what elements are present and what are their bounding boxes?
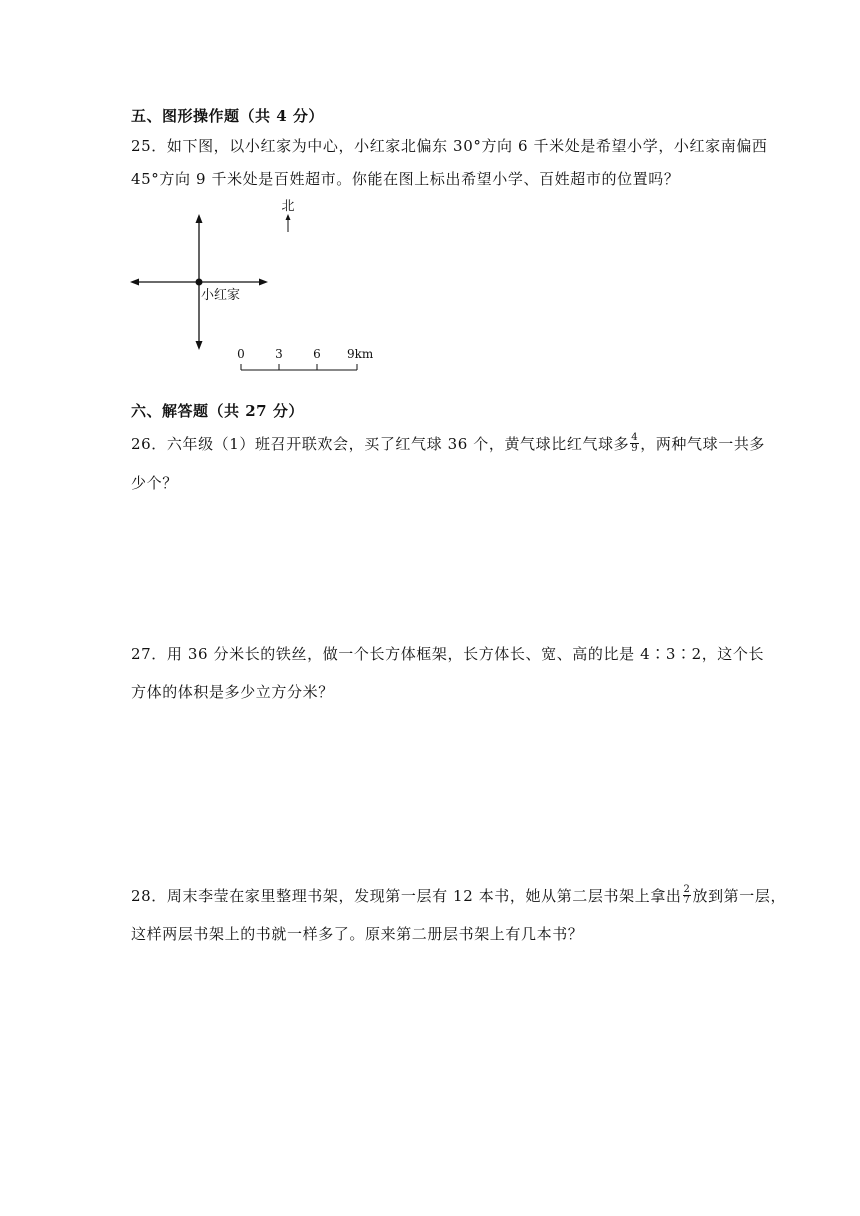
fraction-denominator: 9 xyxy=(631,442,639,454)
scale-tick-label-6: 6 xyxy=(313,347,321,361)
scale-tick-label-3: 3 xyxy=(275,347,283,361)
fraction-two-sevenths xyxy=(683,885,692,906)
axis-arrow-left xyxy=(130,279,139,286)
axis-arrow-right xyxy=(259,279,268,286)
axis-arrow-up xyxy=(196,214,203,223)
north-label: 北 xyxy=(281,199,295,214)
axis-arrow-down xyxy=(196,341,203,350)
question-26-text-before: 26．六年级（1）班召开联欢会，买了红气球 36 个，黄气球比红气球多 xyxy=(131,435,630,453)
center-label: 小红家 xyxy=(201,288,241,303)
question-28-text-before: 28．周末李莹在家里整理书架，发现第一层有 12 本书，她从第二层书架上拿出 xyxy=(131,887,682,905)
section-six-title: 六、解答题（共 27 分） xyxy=(131,402,304,420)
north-arrow-head xyxy=(286,214,291,220)
question-26-text-after: ，两种气球一共多 xyxy=(640,435,766,453)
question-25-line-1: 25．如下图，以小红家为中心，小红家北偏东 30°方向 6 千米处是希望小学，小红家南偏西 xyxy=(131,137,768,155)
question-27-line-1: 27．用 36 分米长的铁丝，做一个长方体框架，长方体长、宽、高的比是 4∶3∶2，这个长 xyxy=(131,645,765,663)
question-25-line-2: 45°方向 9 千米处是百姓超市。你能在图上标出希望小学、百姓超市的位置吗？ xyxy=(131,170,680,188)
question-26-line-1 xyxy=(131,433,765,456)
scale-tick-label-9km: 9km xyxy=(347,347,374,361)
fraction-numerator: 4 xyxy=(631,431,639,443)
section-five-title: 五、图形操作题（共 4 分） xyxy=(131,107,324,125)
question-26-line-2: 少个？ xyxy=(131,474,178,492)
question-28-line-2: 这样两层书架上的书就一样多了。原来第二册层书架上有几本书？ xyxy=(131,925,584,943)
direction-map-figure xyxy=(125,192,385,372)
fraction-four-ninths xyxy=(630,433,639,454)
question-28-text-after: 放到第一层， xyxy=(692,887,787,905)
fraction-denominator: 7 xyxy=(683,894,691,906)
center-point xyxy=(196,279,203,286)
scale-tick-label-0: 0 xyxy=(237,347,245,361)
question-28-line-1 xyxy=(131,885,786,908)
question-27-line-2: 方体的体积是多少立方分米？ xyxy=(131,683,334,701)
fraction-numerator: 2 xyxy=(683,883,691,895)
